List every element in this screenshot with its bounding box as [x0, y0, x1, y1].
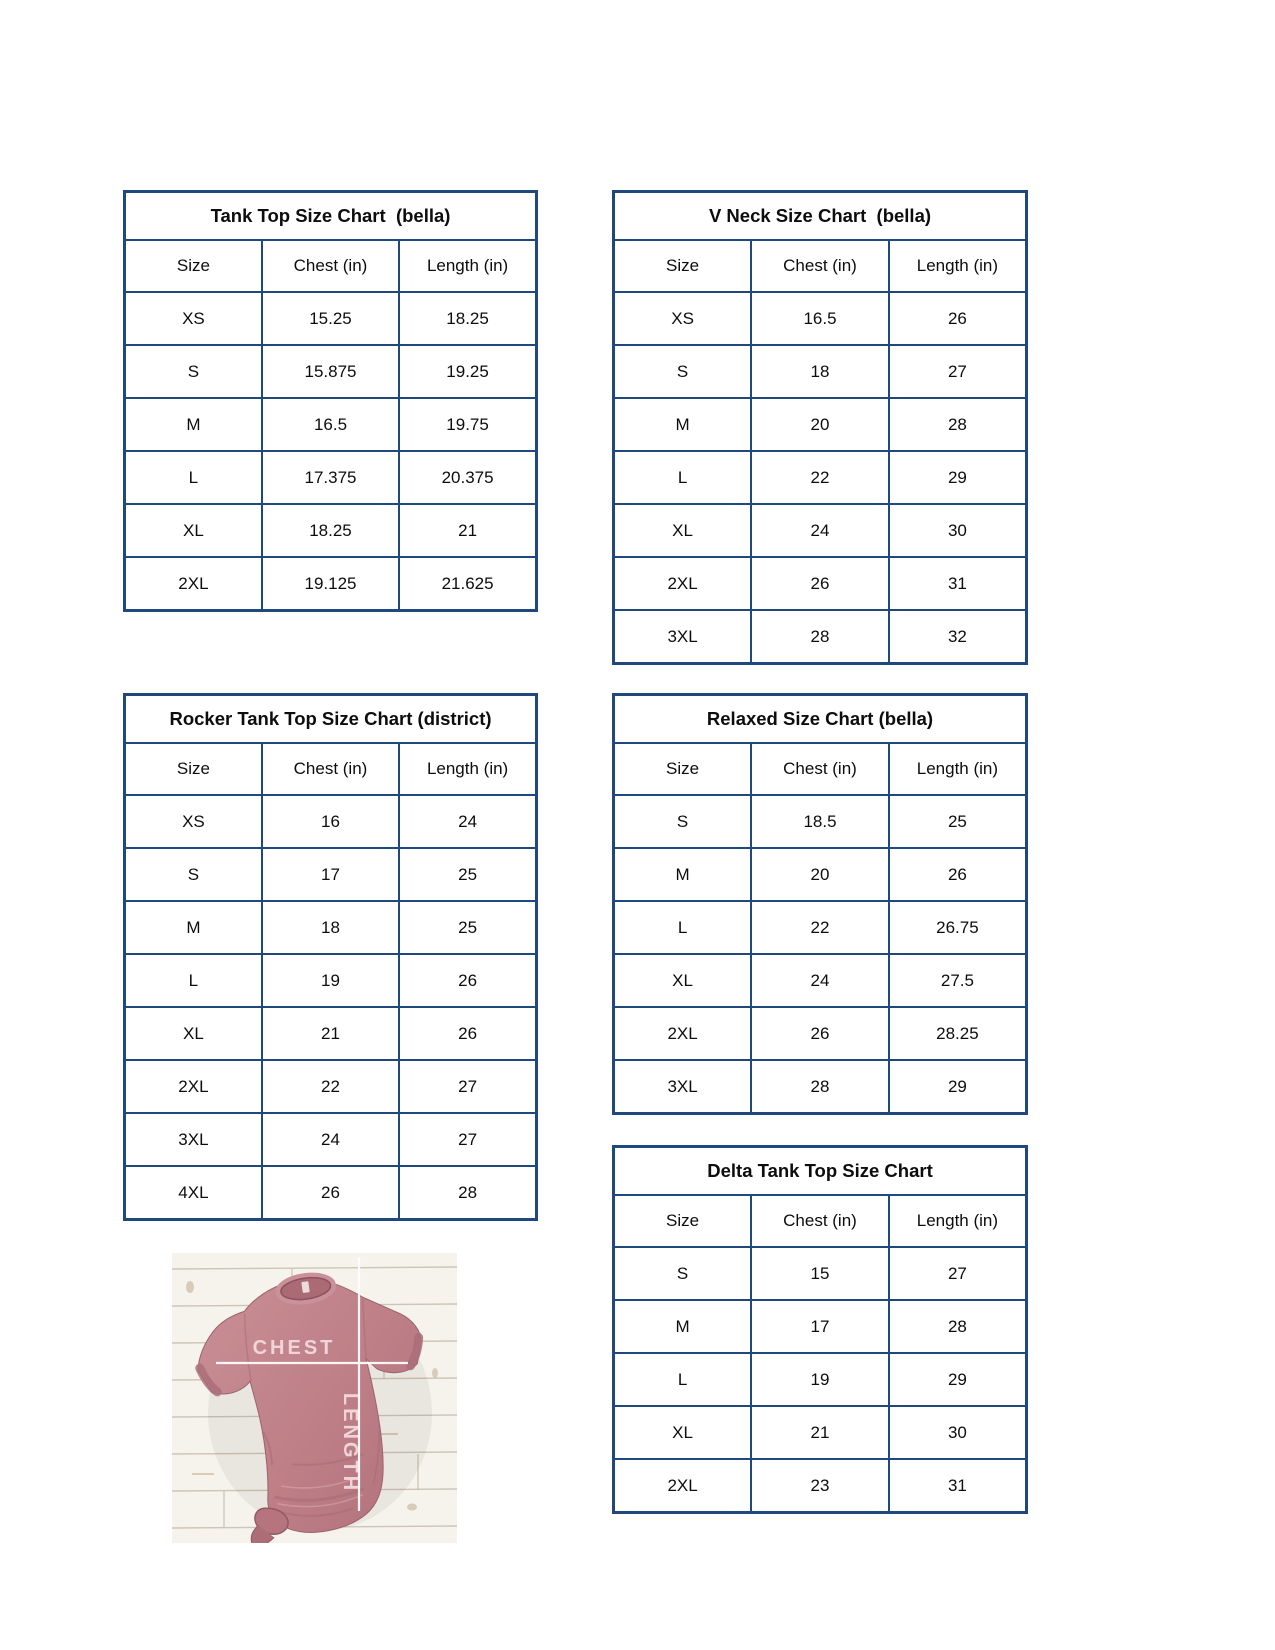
- cell: 4XL: [125, 1166, 262, 1220]
- cell: L: [125, 451, 262, 504]
- cell: 21: [262, 1007, 399, 1060]
- cell: L: [614, 451, 752, 504]
- column-header: Length (in): [889, 743, 1027, 795]
- cell: L: [125, 954, 262, 1007]
- table-row: [125, 954, 537, 1007]
- column-header: Chest (in): [751, 743, 889, 795]
- table-row: [125, 345, 537, 398]
- cell: 2XL: [125, 1060, 262, 1113]
- cell: 3XL: [125, 1113, 262, 1166]
- cell: 24: [751, 954, 889, 1007]
- cell: 3XL: [614, 610, 752, 664]
- table-row: [125, 901, 537, 954]
- column-header: Chest (in): [262, 240, 399, 292]
- table-title-row: [614, 192, 1027, 241]
- column-header: Length (in): [889, 1195, 1027, 1247]
- cell: 26: [751, 557, 889, 610]
- table-rocker-tank-top-district: [123, 693, 538, 1221]
- cell: 2XL: [125, 557, 262, 611]
- table-row: [614, 1353, 1027, 1406]
- cell: 27: [399, 1060, 536, 1113]
- cell: 30: [889, 1406, 1027, 1459]
- table-row: [614, 1459, 1027, 1513]
- cell: 31: [889, 1459, 1027, 1513]
- table-header-row: [614, 1195, 1027, 1247]
- table-row: [614, 1300, 1027, 1353]
- cell: 26: [399, 954, 536, 1007]
- cell: 2XL: [614, 1459, 752, 1513]
- table-row: [614, 398, 1027, 451]
- cell: M: [614, 1300, 752, 1353]
- table-title-row: [614, 695, 1027, 744]
- cell: 17: [751, 1300, 889, 1353]
- shirt-measurement-photo: [172, 1253, 457, 1543]
- cell: 21: [399, 504, 536, 557]
- cell: 27.5: [889, 954, 1027, 1007]
- column-header: Size: [614, 240, 752, 292]
- cell: 28.25: [889, 1007, 1027, 1060]
- cell: 27: [399, 1113, 536, 1166]
- cell: 18: [262, 901, 399, 954]
- cell: 24: [262, 1113, 399, 1166]
- cell: 26: [889, 292, 1027, 345]
- cell: 29: [889, 451, 1027, 504]
- table-title: Relaxed Size Chart (bella): [614, 695, 1027, 744]
- table-delta-tank-top: [612, 1145, 1028, 1514]
- cell: 19.125: [262, 557, 399, 611]
- cell: 16.5: [262, 398, 399, 451]
- column-header: Length (in): [889, 240, 1027, 292]
- table-row: [125, 292, 537, 345]
- table-row: [614, 848, 1027, 901]
- cell: 29: [889, 1060, 1027, 1114]
- cell: 15.875: [262, 345, 399, 398]
- cell: 26: [889, 848, 1027, 901]
- cell: 22: [262, 1060, 399, 1113]
- cell: M: [614, 398, 752, 451]
- cell: 26: [751, 1007, 889, 1060]
- column-header: Chest (in): [751, 1195, 889, 1247]
- cell: 17: [262, 848, 399, 901]
- cell: M: [125, 398, 262, 451]
- cell: 26.75: [889, 901, 1027, 954]
- cell: 2XL: [614, 557, 752, 610]
- cell: L: [614, 901, 752, 954]
- cell: 25: [399, 901, 536, 954]
- cell: 28: [751, 610, 889, 664]
- cell: 15: [751, 1247, 889, 1300]
- table-row: [614, 1060, 1027, 1114]
- table-title-row: [125, 192, 537, 241]
- table-title: Rocker Tank Top Size Chart (district): [125, 695, 537, 744]
- cell: 25: [399, 848, 536, 901]
- cell: 26: [262, 1166, 399, 1220]
- cell: S: [125, 848, 262, 901]
- cell: 19.75: [399, 398, 536, 451]
- cell: 16: [262, 795, 399, 848]
- cell: 26: [399, 1007, 536, 1060]
- column-header: Size: [125, 240, 262, 292]
- table-row: [614, 610, 1027, 664]
- cell: 21.625: [399, 557, 536, 611]
- table-title-row: [614, 1147, 1027, 1196]
- column-header: Chest (in): [262, 743, 399, 795]
- cell: S: [614, 1247, 752, 1300]
- cell: XL: [614, 504, 752, 557]
- table-row: [125, 848, 537, 901]
- cell: 32: [889, 610, 1027, 664]
- cell: 21: [751, 1406, 889, 1459]
- cell: 18: [751, 345, 889, 398]
- column-header: Size: [614, 743, 752, 795]
- column-header: Length (in): [399, 743, 536, 795]
- cell: 30: [889, 504, 1027, 557]
- table-title: Delta Tank Top Size Chart: [614, 1147, 1027, 1196]
- cell: XL: [125, 504, 262, 557]
- table-row: [614, 1406, 1027, 1459]
- cell: XL: [125, 1007, 262, 1060]
- cell: 20.375: [399, 451, 536, 504]
- cell: S: [614, 795, 752, 848]
- cell: 18.25: [399, 292, 536, 345]
- cell: 31: [889, 557, 1027, 610]
- table-row: [614, 451, 1027, 504]
- table-row: [614, 292, 1027, 345]
- cell: XS: [614, 292, 752, 345]
- table-row: [125, 398, 537, 451]
- cell: 20: [751, 848, 889, 901]
- cell: 29: [889, 1353, 1027, 1406]
- table-row: [614, 1247, 1027, 1300]
- table-row: [614, 954, 1027, 1007]
- table-row: [125, 557, 537, 611]
- cell: S: [125, 345, 262, 398]
- cell: 3XL: [614, 1060, 752, 1114]
- column-header: Length (in): [399, 240, 536, 292]
- table-header-row: [614, 743, 1027, 795]
- cell: 22: [751, 451, 889, 504]
- cell: 28: [399, 1166, 536, 1220]
- cell: 15.25: [262, 292, 399, 345]
- table-title-row: [125, 695, 537, 744]
- table-relaxed-bella: [612, 693, 1028, 1115]
- table-row: [125, 1166, 537, 1220]
- cell: XL: [614, 954, 752, 1007]
- table-tank-top-bella: [123, 190, 538, 612]
- cell: XL: [614, 1406, 752, 1459]
- cell: 24: [399, 795, 536, 848]
- table-row: [614, 504, 1027, 557]
- table-row: [125, 1007, 537, 1060]
- cell: 24: [751, 504, 889, 557]
- column-header: Size: [614, 1195, 752, 1247]
- cell: M: [125, 901, 262, 954]
- table-row: [125, 451, 537, 504]
- cell: 20: [751, 398, 889, 451]
- cell: XS: [125, 795, 262, 848]
- cell: 18.25: [262, 504, 399, 557]
- cell: 28: [889, 1300, 1027, 1353]
- cell: 19: [751, 1353, 889, 1406]
- cell: XS: [125, 292, 262, 345]
- cell: 17.375: [262, 451, 399, 504]
- cell: M: [614, 848, 752, 901]
- column-header: Size: [125, 743, 262, 795]
- table-header-row: [125, 743, 537, 795]
- cell: S: [614, 345, 752, 398]
- chest-label: CHEST: [252, 1337, 336, 1359]
- table-header-row: [614, 240, 1027, 292]
- table-title: V Neck Size Chart (bella): [614, 192, 1027, 241]
- cell: 27: [889, 1247, 1027, 1300]
- cell: L: [614, 1353, 752, 1406]
- table-row: [614, 1007, 1027, 1060]
- cell: 25: [889, 795, 1027, 848]
- cell: 22: [751, 901, 889, 954]
- length-label: LENGTH: [339, 1392, 361, 1494]
- cell: 19: [262, 954, 399, 1007]
- cell: 27: [889, 345, 1027, 398]
- table-row: [125, 504, 537, 557]
- column-header: Chest (in): [751, 240, 889, 292]
- table-row: [125, 1060, 537, 1113]
- cell: 28: [889, 398, 1027, 451]
- table-row: [614, 345, 1027, 398]
- table-title: Tank Top Size Chart (bella): [125, 192, 537, 241]
- table-row: [614, 901, 1027, 954]
- table-row: [614, 795, 1027, 848]
- cell: 2XL: [614, 1007, 752, 1060]
- cell: 28: [751, 1060, 889, 1114]
- table-header-row: [125, 240, 537, 292]
- table-v-neck-bella: [612, 190, 1028, 665]
- table-row: [125, 1113, 537, 1166]
- table-row: [125, 795, 537, 848]
- cell: 16.5: [751, 292, 889, 345]
- cell: 23: [751, 1459, 889, 1513]
- table-row: [614, 557, 1027, 610]
- cell: 19.25: [399, 345, 536, 398]
- cell: 18.5: [751, 795, 889, 848]
